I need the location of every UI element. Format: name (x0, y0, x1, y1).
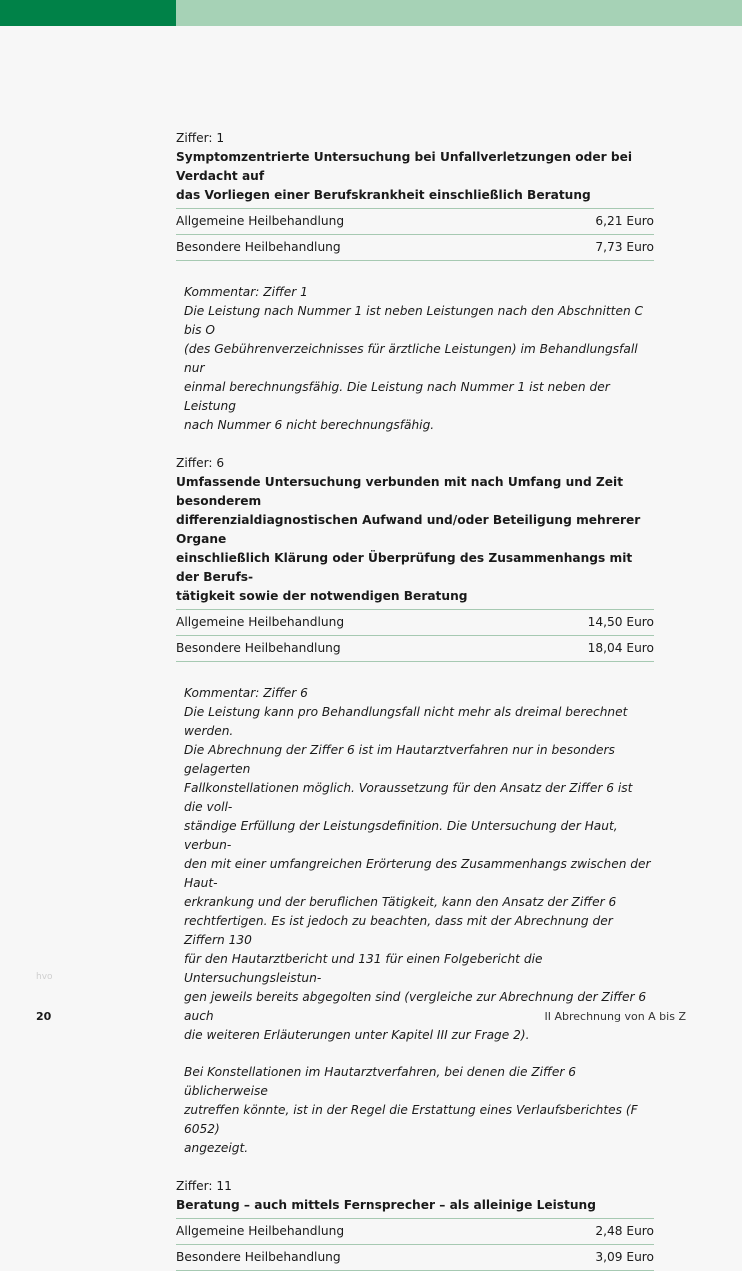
comment-line: den mit einer umfangreichen Erörterung des Zusammenhangs zwischen der Haut- (184, 857, 651, 890)
comment-line: (des Gebührenverzeichnisses für ärztliche Leistungen) im Behandlungsfall nur (184, 342, 638, 375)
fee-price: 2,48 Euro (530, 1219, 654, 1245)
comment-paragraph (184, 283, 654, 435)
table-row (176, 235, 654, 261)
section-title: II Abrechnung von A bis Z (544, 1010, 686, 1023)
comment-line: für den Hautarztbericht und 131 für einen Folgebericht die Untersuchungsleistun- (184, 952, 543, 985)
header-bar-dark-segment (0, 0, 176, 26)
ziffer-label: Ziffer: 1 (176, 131, 225, 145)
entry-ziffer-6 (176, 454, 654, 1158)
comment-line: ständige Erfüllung der Leistungsdefinition. Die Untersuchung der Haut, verbun- (184, 819, 618, 852)
entry-title-line: einschließlich Klärung oder Überprüfung des Zusammenhangs mit der Berufs- (176, 551, 633, 584)
fee-price: 18,04 Euro (519, 636, 654, 662)
entry-title-line: Beratung – auch mittels Fernsprecher – als alleinige Leistung (176, 1198, 596, 1212)
comment-block (184, 283, 654, 435)
comment-line: Die Abrechnung der Ziffer 6 ist im Hautarztverfahren nur in besonders gelagerten (184, 743, 615, 776)
comment-line: gen jeweils bereits abgegolten sind (vergleiche zur Abrechnung der Ziffer 6 auch (184, 990, 647, 1023)
comment-line: Bei Konstellationen im Hautarztverfahren, bei denen die Ziffer 6 üblicherweise (184, 1065, 576, 1098)
fee-price: 14,50 Euro (519, 610, 654, 636)
ziffer-label: Ziffer: 6 (176, 456, 225, 470)
comment-paragraph (184, 1063, 654, 1158)
fee-table (176, 1218, 654, 1271)
fee-label: Besondere Heilbehandlung (176, 235, 530, 261)
page-number: 20 (36, 1010, 52, 1023)
comment-block (184, 684, 654, 1158)
entry-title (176, 1196, 654, 1215)
fee-price: 7,73 Euro (530, 235, 654, 261)
fee-label: Allgemeine Heilbehandlung (176, 1219, 530, 1245)
fee-price: 6,21 Euro (530, 209, 654, 235)
fee-label: Besondere Heilbehandlung (176, 636, 519, 662)
watermark: hvo (36, 972, 53, 982)
comment-line: rechtfertigen. Es ist jedoch zu beachten, dass mit der Abrechnung der Ziffern 130 (184, 914, 613, 947)
comment-line: Fallkonstellationen möglich. Voraussetzung für den Ansatz der Ziffer 6 ist die voll- (184, 781, 633, 814)
comment-line: angezeigt. (184, 1141, 249, 1155)
entry-ziffer-1 (176, 129, 654, 435)
entry-title-line: tätigkeit sowie der notwendigen Beratung (176, 589, 468, 603)
fee-table (176, 609, 654, 662)
comment-line: erkrankung und der beruflichen Tätigkeit, kann den Ansatz der Ziffer 6 (184, 895, 617, 909)
comment-line: Die Leistung nach Nummer 1 ist neben Leistungen nach den Abschnitten C bis O (184, 304, 644, 337)
entry-title-line: das Vorliegen einer Berufskrankheit einschließlich Beratung (176, 188, 591, 202)
table-row (176, 1245, 654, 1271)
main-content (176, 129, 654, 1271)
fee-table (176, 208, 654, 261)
fee-label: Besondere Heilbehandlung (176, 1245, 530, 1271)
page-footer (0, 1010, 742, 1024)
comment-line: nach Nummer 6 nicht berechnungsfähig. (184, 418, 435, 432)
entry-title-line: Umfassende Untersuchung verbunden mit nach Umfang und Zeit besonderem (176, 475, 624, 508)
ziffer-label: Ziffer: 11 (176, 1179, 232, 1193)
table-row (176, 209, 654, 235)
comment-line: zutreffen könnte, ist in der Regel die Erstattung eines Verlaufsberichtes (F 6052) (184, 1103, 638, 1136)
header-color-bar (0, 0, 742, 26)
header-bar-light-segment (176, 0, 742, 26)
table-row (176, 636, 654, 662)
fee-label: Allgemeine Heilbehandlung (176, 209, 530, 235)
fee-price: 3,09 Euro (530, 1245, 654, 1271)
comment-paragraph (184, 684, 654, 1045)
comment-line: einmal berechnungsfähig. Die Leistung nach Nummer 1 ist neben der Leistung (184, 380, 610, 413)
fee-label: Allgemeine Heilbehandlung (176, 610, 519, 636)
table-row (176, 610, 654, 636)
entry-ziffer-11 (176, 1177, 654, 1271)
comment-line: Kommentar: Ziffer 6 (184, 686, 308, 700)
entry-title (176, 148, 654, 205)
comment-line: Kommentar: Ziffer 1 (184, 285, 308, 299)
entry-title-line: differenzialdiagnostischen Aufwand und/oder Beteiligung mehrerer Organe (176, 513, 641, 546)
comment-line: die weiteren Erläuterungen unter Kapitel III zur Frage 2). (184, 1028, 530, 1042)
comment-line: Die Leistung kann pro Behandlungsfall nicht mehr als dreimal berechnet werden. (184, 705, 628, 738)
table-row (176, 1219, 654, 1245)
entry-title-line: Symptomzentrierte Untersuchung bei Unfallverletzungen oder bei Verdacht auf (176, 150, 633, 183)
entry-title (176, 473, 654, 606)
